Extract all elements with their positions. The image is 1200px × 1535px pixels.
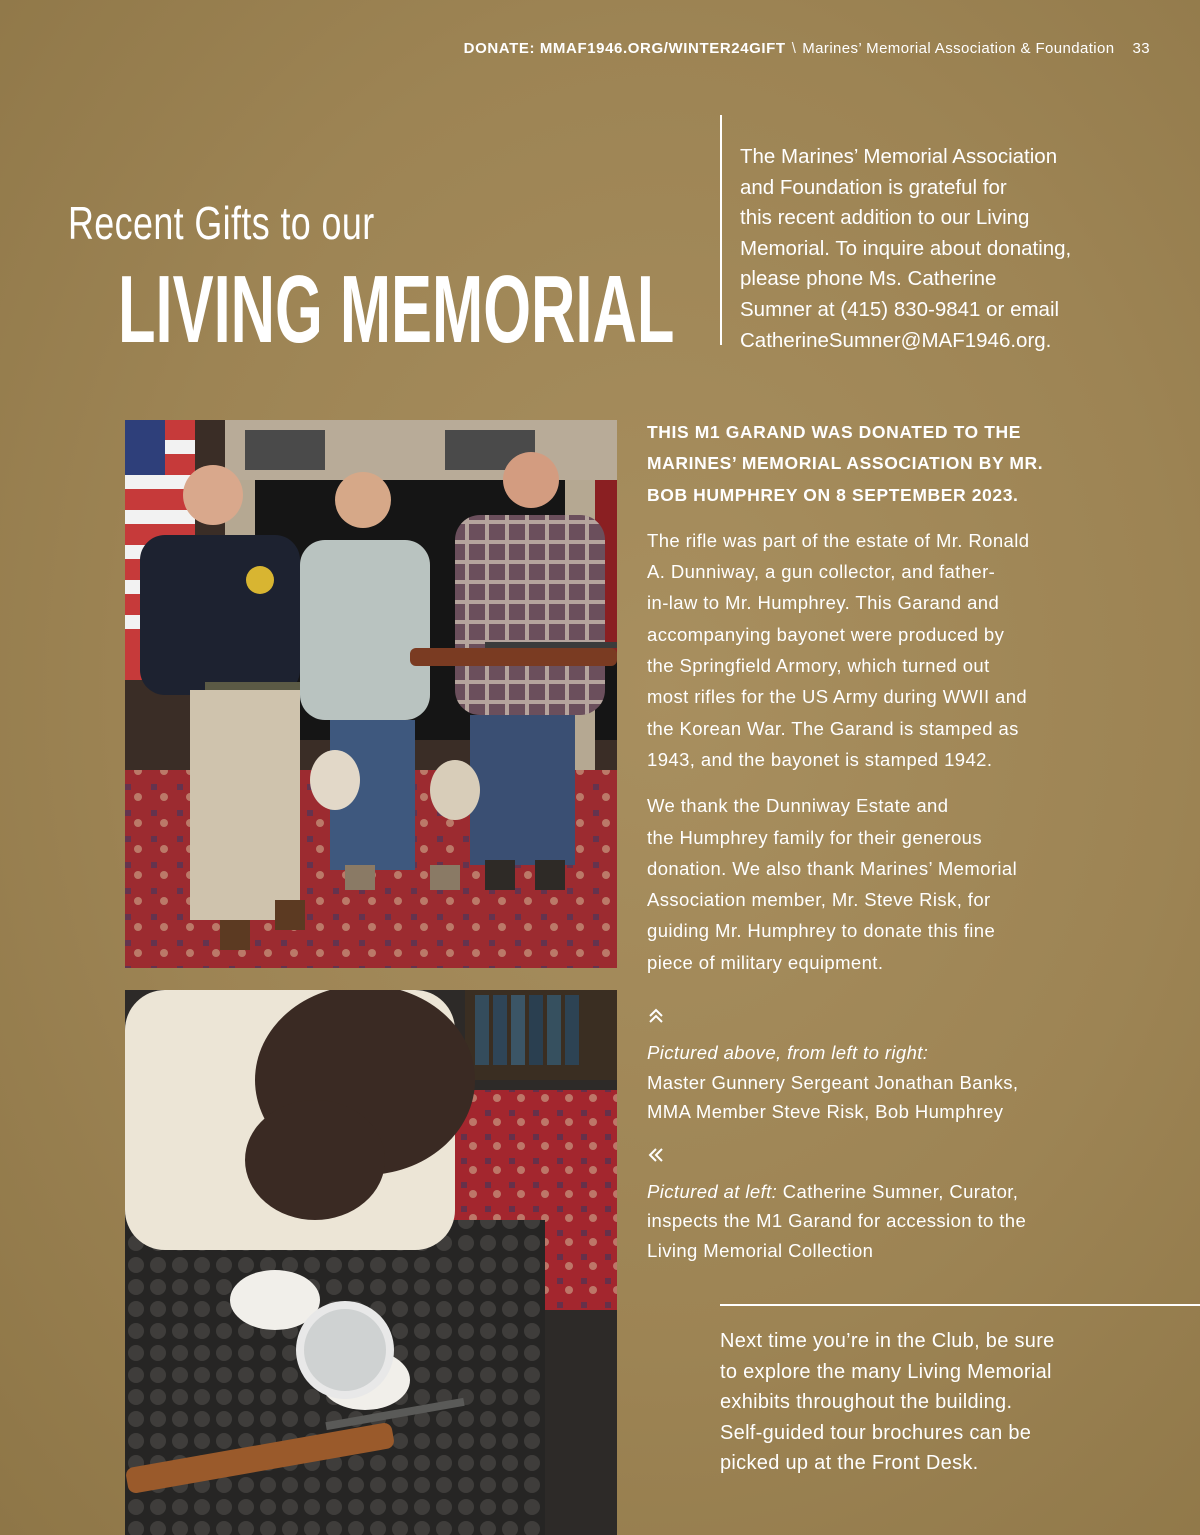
paragraph-line: most rifles for the US Army during WWII and: [647, 686, 1028, 708]
page-header: [464, 40, 1150, 57]
paragraph-line: in-law to Mr. Humphrey. This Garand and: [647, 592, 1000, 614]
organization-name: Marines’ Memorial Association & Foundation: [802, 40, 1115, 57]
intro-line: please phone Ms. Catherine: [740, 267, 997, 291]
caption-left: [647, 1177, 1117, 1266]
closing-divider: [720, 1304, 1200, 1306]
title-divider: [720, 115, 722, 345]
intro-line: Sumner at (415) 830-9841 or email: [740, 297, 1060, 321]
group-photo: [125, 420, 617, 968]
paragraph-line: Association member, Mr. Steve Risk, for: [647, 889, 991, 911]
paragraph-line: guiding Mr. Humphrey to donate this fine: [647, 920, 996, 942]
header-separator: \: [791, 40, 797, 57]
paragraph-line: the Humphrey family for their generous: [647, 826, 982, 848]
article: [647, 417, 1117, 1265]
article-headline: [647, 417, 1117, 511]
page-title: [68, 197, 713, 363]
paragraph-line: A. Dunniway, a gun collector, and father-: [647, 561, 996, 583]
paragraph-line: the Korean War. The Garand is stamped as: [647, 717, 1019, 739]
paragraph-line: 1943, and the bayonet is stamped 1942.: [647, 748, 993, 770]
paragraph-line: the Springfield Armory, which turned out: [647, 655, 990, 677]
caption-line: MMA Member Steve Risk, Bob Humphrey: [647, 1101, 1004, 1123]
caption-left-rest: Catherine Sumner, Curator,: [777, 1180, 1019, 1202]
caption-above: [647, 1038, 1117, 1127]
title-small: Recent Gifts to our: [68, 197, 375, 249]
caption-above-label: Pictured above, from left to right:: [647, 1042, 929, 1064]
chevron-up-icon: [647, 1006, 1117, 1030]
paragraph-line: donation. We also thank Marines’ Memorial: [647, 857, 1018, 879]
caption-left-label: Pictured at left:: [647, 1180, 778, 1202]
donate-url[interactable]: DONATE: MMAF1946.ORG/WINTER24GIFT: [463, 40, 786, 57]
closing-line: exhibits throughout the building.: [720, 1391, 1013, 1413]
intro-line: and Foundation is grateful for: [740, 175, 1007, 199]
paragraph-line: We thank the Dunniway Estate and: [647, 795, 949, 817]
intro-line: Memorial. To inquire about donating,: [740, 236, 1072, 260]
closing-line: to explore the many Living Memorial: [720, 1360, 1052, 1383]
chevron-left-icon: [647, 1145, 1117, 1169]
closing-line: Self-guided tour brochures can be: [720, 1421, 1032, 1444]
intro-line: this recent addition to our Living: [740, 206, 1030, 230]
caption-line: inspects the M1 Garand for accession to the: [647, 1210, 1027, 1232]
closing-note: [720, 1326, 1140, 1479]
intro-text: [740, 142, 1140, 356]
paragraph-line: piece of military equipment.: [647, 951, 884, 973]
caption-left-first-line: [647, 1177, 1117, 1207]
page-number: 33: [1132, 40, 1150, 57]
paragraph-line: accompanying bayonet were produced by: [647, 623, 1005, 645]
headline-line: MARINES’ MEMORIAL ASSOCIATION BY MR.: [647, 453, 1044, 474]
intro-email[interactable]: CatherineSumner@MAF1946.org.: [740, 328, 1052, 352]
headline-line: BOB HUMPHREY ON 8 SEPTEMBER 2023.: [647, 484, 1019, 505]
article-paragraph-2: [647, 790, 1117, 978]
caption-line: Living Memorial Collection: [647, 1239, 874, 1261]
curator-photo: [125, 990, 617, 1535]
article-paragraph-1: [647, 525, 1117, 775]
closing-line: picked up at the Front Desk.: [720, 1452, 979, 1474]
title-big: LIVING MEMORIAL: [118, 256, 675, 363]
closing-line: Next time you’re in the Club, be sure: [720, 1330, 1055, 1352]
paragraph-line: The rifle was part of the estate of Mr. Ronald: [647, 529, 1030, 551]
caption-line: Master Gunnery Sergeant Jonathan Banks,: [647, 1071, 1019, 1093]
headline-line: THIS M1 GARAND WAS DONATED TO THE: [647, 422, 1022, 442]
intro-line: The Marines’ Memorial Association: [740, 145, 1058, 168]
